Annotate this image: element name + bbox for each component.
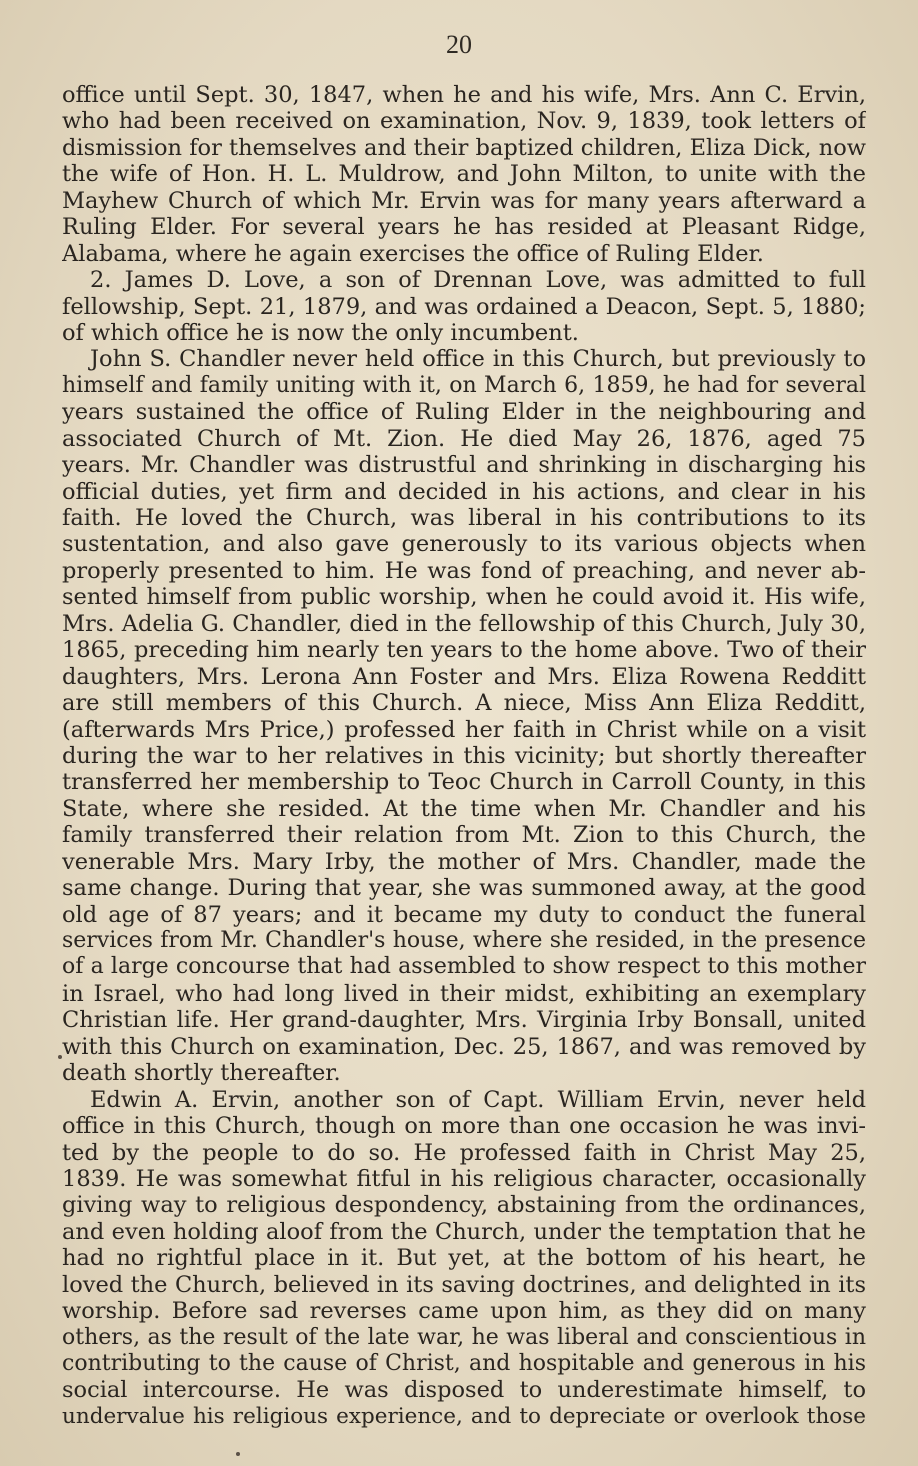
text-line: during the war to her relatives in this vicinity; but shortly thereafter: [62, 742, 866, 769]
ink-speck: [236, 1452, 240, 1456]
text-line: the wife of Hon. H. L. Muldrow, and John Milton, to unite with the: [62, 161, 866, 188]
text-line: faith. He loved the Church, was liberal in his contributions to its: [62, 505, 866, 531]
text-line: loved the Church, believed in its saving doctrines, and delighted in its: [62, 1271, 866, 1298]
text-line: Mrs. Adelia G. Chandler, died in the fellowship of this Church, July 30,: [62, 610, 866, 637]
text-line: associated Church of Mt. Zion. He died May 26, 1876, aged 75: [62, 425, 866, 452]
text-line: Edwin A. Ervin, another son of Capt. William Ervin, never held: [90, 1086, 866, 1113]
text-line: 1839. He was somewhat fitful in his religious character, occasionally: [62, 1165, 866, 1192]
text-line: social intercourse. He was disposed to underestimate himself, to: [62, 1377, 866, 1404]
text-line: services from Mr. Chandler's house, where she resided, in the presence: [62, 928, 866, 953]
text-line: years. Mr. Chandler was distrustful and shrinking in discharging his: [62, 452, 866, 479]
page-body-text: [62, 82, 866, 1430]
text-line: old age of 87 years; and it became my duty to conduct the funeral: [62, 901, 866, 928]
text-line: same change. During that year, she was summoned away, at the good: [62, 875, 866, 902]
text-line: 2. James D. Love, a son of Drennan Love, was admitted to full: [90, 267, 866, 294]
page-number: 20: [446, 30, 472, 59]
text-line: undervalue his religious experience, and to depreciate or overlook those: [62, 1403, 866, 1429]
ink-speck: [58, 1055, 62, 1059]
text-line: who had been received on examination, Nov. 9, 1839, took letters of: [62, 108, 866, 135]
text-line: office until Sept. 30, 1847, when he and his wife, Mrs. Ann C. Ervin,: [62, 82, 866, 108]
text-line: Mayhew Church of which Mr. Ervin was for many years afterward a: [62, 187, 866, 214]
text-line: office in this Church, though on more than one occasion he was invi-: [62, 1113, 866, 1140]
text-line: had no rightful place in it. But yet, at the bottom of his heart, he: [62, 1245, 866, 1272]
text-line: himself and family uniting with it, on March 6, 1859, he had for several: [62, 372, 866, 398]
text-line: (afterwards Mrs Price,) professed her faith in Christ while on a visit: [62, 716, 866, 743]
text-line: State, where she resided. At the time when Mr. Chandler and his: [62, 795, 866, 822]
text-line: and even holding aloof from the Church, under the temptation that he: [62, 1218, 866, 1245]
text-line: death shortly thereafter.: [62, 1060, 341, 1087]
text-line: daughters, Mrs. Lerona Ann Foster and Mrs. Eliza Rowena Redditt: [62, 663, 866, 690]
text-line: contributing to the cause of Christ, and hospitable and generous in his: [62, 1351, 866, 1376]
text-line: fellowship, Sept. 21, 1879, and was ordained a Deacon, Sept. 5, 1880;: [62, 293, 866, 320]
text-line: venerable Mrs. Mary Irby, the mother of Mrs. Chandler, made the: [62, 848, 866, 875]
text-line: John S. Chandler never held office in this Church, but previously to: [90, 346, 866, 373]
text-line: of which office he is now the only incumbent.: [62, 319, 579, 346]
text-line: years sustained the office of Ruling Elder in the neighbouring and: [62, 399, 866, 426]
text-line: are still members of this Church. A niece, Miss Ann Eliza Redditt,: [62, 690, 866, 717]
text-line: giving way to religious despondency, abstaining from the ordinances,: [62, 1192, 866, 1219]
text-line: Alabama, where he again exercises the office of Ruling Elder.: [62, 240, 764, 267]
text-line: family transferred their relation from Mt. Zion to this Church, the: [62, 822, 866, 849]
text-line: sented himself from public worship, when he could avoid it. His wife,: [62, 584, 866, 611]
text-line: in Israel, who had long lived in their midst, exhibiting an exemplary: [62, 980, 866, 1007]
text-line: official duties, yet firm and decided in his actions, and clear in his: [62, 478, 866, 505]
text-line: of a large concourse that had assembled to show respect to this mother: [62, 954, 866, 980]
text-line: Christian life. Her grand-daughter, Mrs. Virginia Irby Bonsall, united: [62, 1007, 866, 1034]
text-line: worship. Before sad reverses came upon him, as they did on many: [62, 1298, 866, 1325]
text-line: 1865, preceding him nearly ten years to the home above. Two of their: [62, 637, 866, 664]
text-line: transferred her membership to Teoc Church in Carroll County, in this: [62, 769, 866, 796]
text-line: ted by the people to do so. He professed faith in Christ May 25,: [62, 1139, 866, 1166]
text-line: others, as the result of the late war, he was liberal and conscientious in: [62, 1324, 866, 1350]
text-line: dismission for themselves and their baptized children, Eliza Dick, now: [62, 134, 866, 161]
text-line: properly presented to him. He was fond of preaching, and never ab-: [62, 557, 866, 584]
text-line: Ruling Elder. For several years he has resided at Pleasant Ridge,: [62, 214, 866, 241]
text-line: sustentation, and also gave generously to its various objects when: [62, 531, 866, 558]
text-line: with this Church on examination, Dec. 25, 1867, and was removed by: [62, 1033, 866, 1060]
